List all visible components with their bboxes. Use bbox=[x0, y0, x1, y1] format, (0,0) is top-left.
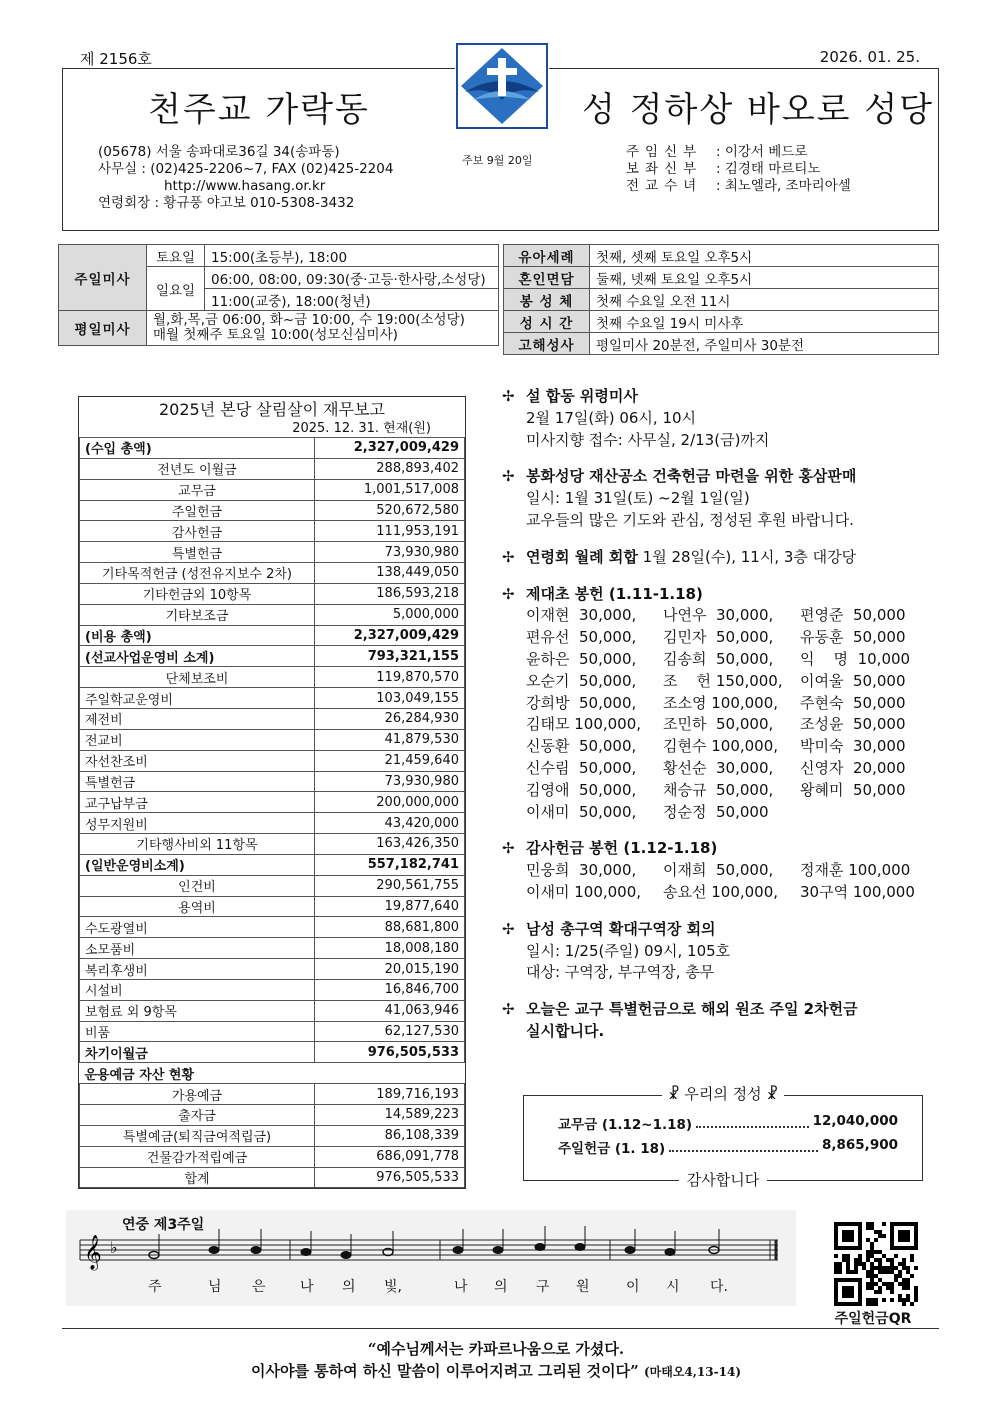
finance-row bbox=[80, 771, 465, 792]
notice-line: 교우들의 많은 기도와 관심, 정성된 후원 바랍니다. bbox=[526, 510, 854, 529]
donor-entry: 황선순 30,000, bbox=[663, 758, 774, 777]
finance-amount: 189,716,193 bbox=[315, 1084, 465, 1105]
cross-icon: ✢ bbox=[502, 584, 515, 603]
donor-entry: 왕혜미 50,000 bbox=[800, 780, 906, 799]
saturday-label: 토요일 bbox=[147, 245, 205, 267]
notice-title: 남성 총구역 확대구역장 회의 bbox=[526, 919, 716, 938]
sacrament-table bbox=[503, 244, 939, 355]
offering-thanks: 감사합니다 bbox=[679, 1171, 767, 1189]
finance-amount: 41,879,530 bbox=[315, 729, 465, 750]
candle-donor-list bbox=[502, 605, 922, 823]
notice-line: 일시: 1월 31일(토) ~2월 1일(일) bbox=[526, 489, 750, 508]
address-line: (05678) 서울 송파대로36길 34(송파동) bbox=[98, 144, 340, 160]
finance-row bbox=[80, 479, 465, 500]
finance-item: (비용 총액) bbox=[80, 625, 315, 646]
lyric-syllable: 나 bbox=[300, 1279, 314, 1295]
offering-value: 12,040,000 bbox=[812, 1113, 898, 1129]
donor-row bbox=[526, 693, 922, 715]
finance-row bbox=[80, 1167, 465, 1188]
music-notation-icon bbox=[66, 1210, 796, 1272]
lyric-syllable: 은 bbox=[252, 1279, 266, 1295]
notice-line: 대상: 구역장, 부구역장, 총무 bbox=[526, 963, 715, 982]
gospel-quote-line-2 bbox=[0, 1360, 992, 1381]
finance-item: 용역비 bbox=[80, 896, 315, 917]
finance-amount: 26,284,930 bbox=[315, 708, 465, 729]
finance-item: 출자금 bbox=[80, 1105, 315, 1126]
lyric-syllable: 이 bbox=[626, 1279, 640, 1295]
offering-row bbox=[558, 1113, 898, 1133]
finance-item: 시설비 bbox=[80, 979, 315, 1000]
finance-item: 단체보조비 bbox=[80, 667, 315, 688]
donor-row bbox=[526, 649, 922, 671]
sunday-mass-label: 주일미사 bbox=[59, 245, 147, 311]
finance-row bbox=[80, 604, 465, 625]
staff-name: : 최노엘라, 조마리아셀 bbox=[716, 178, 851, 194]
donor-entry: 김민자 50,000, bbox=[663, 628, 774, 647]
donor-row bbox=[526, 671, 922, 693]
qr-label: 주일헌금QR bbox=[834, 1311, 912, 1327]
donor-row bbox=[526, 882, 922, 904]
notice-line: 2월 17일(화) 06시, 10시 bbox=[526, 408, 697, 427]
finance-subtitle: 2025. 12. 31. 현재(원) bbox=[292, 421, 431, 436]
finance-row bbox=[80, 458, 465, 479]
finance-amount: 86,108,339 bbox=[315, 1125, 465, 1146]
website-link[interactable]: http://www.hasang.or.kr bbox=[164, 178, 326, 194]
finance-row bbox=[80, 625, 465, 646]
donor-entry: 조 헌 150,000, bbox=[663, 671, 783, 690]
finance-row bbox=[80, 854, 465, 875]
finance-row bbox=[80, 917, 465, 938]
finance-item: 교구납부금 bbox=[80, 792, 315, 813]
donor-entry: 이여울 50,000 bbox=[800, 671, 906, 690]
finance-item: 운용예금 자산 현황 bbox=[80, 1063, 315, 1084]
finance-item: 복리후생비 bbox=[80, 959, 315, 980]
lyric-syllable: 의 bbox=[342, 1279, 356, 1295]
finance-amount: 19,877,640 bbox=[315, 896, 465, 917]
lyric-syllable: 의 bbox=[494, 1279, 508, 1295]
finance-item: 보험료 외 9항목 bbox=[80, 1000, 315, 1021]
finance-item: 전년도 이월금 bbox=[80, 458, 315, 479]
weekday-times bbox=[147, 311, 499, 346]
staff-role: 주임신부 bbox=[626, 144, 703, 160]
donor-row bbox=[526, 860, 922, 882]
finance-amount: 103,049,155 bbox=[315, 688, 465, 709]
lyric-syllable: 나 bbox=[454, 1279, 468, 1295]
finance-amount: 1,001,517,008 bbox=[315, 479, 465, 500]
offering-row bbox=[558, 1137, 898, 1157]
finance-amount: 21,459,640 bbox=[315, 750, 465, 771]
notice-line: 일시: 1/25(주일) 09시, 105호 bbox=[526, 941, 731, 960]
finance-row bbox=[80, 1125, 465, 1146]
parish-logo-icon bbox=[455, 42, 549, 130]
donor-entry: 김영애 50,000, bbox=[526, 780, 637, 799]
office-phone: 사무실 : (02)425-2206~7, FAX (02)425-2204 bbox=[98, 161, 394, 177]
finance-row bbox=[80, 834, 465, 855]
donor-entry: 30구역 100,000 bbox=[800, 882, 915, 901]
sacrament-value: 첫째, 셋째 토요일 오후5시 bbox=[590, 245, 939, 267]
finance-item: 성무지원비 bbox=[80, 813, 315, 834]
issue-number: 제 2156호 bbox=[80, 50, 152, 68]
donor-entry: 김현수 100,000, bbox=[663, 737, 779, 756]
cross-icon: ✢ bbox=[502, 547, 515, 566]
finance-amount: 186,593,218 bbox=[315, 583, 465, 604]
finance-item: 특별헌금 bbox=[80, 771, 315, 792]
finance-item: 기타목적헌금 (성전유지보수 2차) bbox=[80, 563, 315, 584]
donor-entry: 이새미 50,000, bbox=[526, 802, 637, 821]
finance-table bbox=[79, 437, 465, 1188]
donor-entry: 조성윤 50,000 bbox=[800, 715, 906, 734]
finance-amount: 686,091,778 bbox=[315, 1146, 465, 1167]
staff-name: : 이강서 베드로 bbox=[716, 144, 808, 160]
finance-amount: 111,953,191 bbox=[315, 521, 465, 542]
notice-title: 감사헌금 봉헌 (1.12-1.18) bbox=[526, 839, 718, 858]
notice-item bbox=[502, 999, 922, 1043]
finance-amount: 2,327,009,429 bbox=[315, 438, 465, 459]
donor-row bbox=[526, 714, 922, 736]
finance-amount: 793,321,155 bbox=[315, 646, 465, 667]
staff-name: : 김경태 마르티노 bbox=[716, 161, 821, 177]
parish-name: 성 정하상 바오로 성당 bbox=[582, 90, 935, 130]
finance-item: 소모품비 bbox=[80, 938, 315, 959]
finance-row bbox=[80, 521, 465, 542]
finance-amount: 119,870,570 bbox=[315, 667, 465, 688]
notice-item bbox=[502, 547, 922, 569]
finance-item: 건물감가적립예금 bbox=[80, 1146, 315, 1167]
offering-label: 교무금 (1.12~1.18) bbox=[558, 1117, 693, 1133]
finance-item: 특별예금(퇴직금여적립금) bbox=[80, 1125, 315, 1146]
finance-row bbox=[80, 667, 465, 688]
donor-row bbox=[526, 780, 922, 802]
finance-amount: 557,182,741 bbox=[315, 854, 465, 875]
funeral-society-contact: 연령회장 : 황규풍 야고보 010-5308-3432 bbox=[98, 195, 355, 211]
donor-entry: 신수림 50,000, bbox=[526, 758, 637, 777]
finance-item: (일반운영비소계) bbox=[80, 854, 315, 875]
finance-row bbox=[80, 750, 465, 771]
weekday-times-1: 월,화,목,금 06:00, 화~금 10:00, 수 19:00(소성당) bbox=[153, 312, 465, 328]
notice-item bbox=[502, 386, 922, 451]
offering-title: ☧ 우리의 정성 ☧ bbox=[662, 1085, 784, 1103]
finance-item: 기타행사비외 11항목 bbox=[80, 834, 315, 855]
lyric-syllable: 빛, bbox=[384, 1279, 402, 1295]
sunday-times-1: 06:00, 08:00, 09:30(중·고등·한사랑,소성당) bbox=[205, 267, 499, 289]
notice-item bbox=[502, 919, 922, 984]
sacrament-label: 유아세례 bbox=[504, 245, 590, 267]
donor-entry: 나연우 30,000, bbox=[663, 606, 774, 625]
finance-row bbox=[80, 646, 465, 667]
sacrament-value: 첫째 수요일 오전 11시 bbox=[590, 289, 939, 311]
finance-amount: 43,420,000 bbox=[315, 813, 465, 834]
lyric-syllable: 님 bbox=[208, 1279, 222, 1295]
finance-item: 인건비 bbox=[80, 875, 315, 896]
staff-row bbox=[626, 144, 851, 161]
diocese-name: 천주교 가락동 bbox=[148, 90, 370, 130]
donor-entry: 편영준 50,000 bbox=[800, 606, 906, 625]
donor-row bbox=[526, 802, 922, 824]
donor-entry bbox=[800, 802, 940, 824]
finance-amount: 88,681,800 bbox=[315, 917, 465, 938]
sacrament-label: 혼인면담 bbox=[504, 267, 590, 289]
sacrament-value: 둘째, 넷째 토요일 오후5시 bbox=[590, 267, 939, 289]
donor-entry: 유동훈 50,000 bbox=[800, 628, 906, 647]
finance-row bbox=[80, 792, 465, 813]
donor-entry: 박미숙 30,000 bbox=[800, 737, 906, 756]
donor-entry: 민웅희 30,000, bbox=[526, 861, 637, 880]
lyric-syllable: 원 bbox=[576, 1279, 590, 1295]
sacrament-value: 평일미사 20분전, 주일미사 30분전 bbox=[590, 333, 939, 355]
finance-item: 합계 bbox=[80, 1167, 315, 1188]
donor-entry: 신동환 50,000, bbox=[526, 737, 637, 756]
finance-item: 주일학교운영비 bbox=[80, 688, 315, 709]
finance-amount: 520,672,580 bbox=[315, 500, 465, 521]
finance-item: 자선찬조비 bbox=[80, 750, 315, 771]
notices bbox=[502, 386, 922, 1058]
finance-row bbox=[80, 979, 465, 1000]
finance-item: 감사헌금 bbox=[80, 521, 315, 542]
music-title: 연중 제3주일 bbox=[122, 1217, 205, 1233]
donor-entry: 김태모 100,000, bbox=[526, 715, 642, 734]
finance-row bbox=[80, 1105, 465, 1126]
finance-row bbox=[80, 500, 465, 521]
finance-item: 수도광열비 bbox=[80, 917, 315, 938]
finance-item: 제전비 bbox=[80, 708, 315, 729]
finance-row bbox=[80, 708, 465, 729]
cross-icon: ✢ bbox=[502, 1000, 515, 1019]
finance-amount: 5,000,000 bbox=[315, 604, 465, 625]
donor-entry: 채승규 50,000, bbox=[663, 780, 774, 799]
finance-amount: 138,449,050 bbox=[315, 563, 465, 584]
donor-entry: 오순기 50,000, bbox=[526, 671, 637, 690]
notice-item bbox=[502, 466, 922, 531]
finance-row bbox=[80, 1000, 465, 1021]
notice-title: 제대초 봉헌 (1.11-1.18) bbox=[526, 584, 703, 603]
divider bbox=[62, 1328, 939, 1329]
lyric-syllable: 시 bbox=[666, 1279, 680, 1295]
donor-entry: 신영자 20,000 bbox=[800, 758, 906, 777]
mass-schedule-table bbox=[58, 244, 499, 346]
donor-row bbox=[526, 758, 922, 780]
finance-item: 비품 bbox=[80, 1021, 315, 1042]
bulletin-week: 주보 9월 20일 bbox=[462, 154, 533, 167]
finance-row bbox=[80, 1042, 465, 1063]
finance-row bbox=[80, 688, 465, 709]
finance-amount: 41,063,946 bbox=[315, 1000, 465, 1021]
thanks-donor-list bbox=[502, 860, 922, 904]
finance-item: 기타헌금외 10항목 bbox=[80, 583, 315, 604]
finance-row bbox=[80, 438, 465, 459]
donor-entry: 정재훈 100,000 bbox=[800, 861, 911, 880]
staff-list bbox=[626, 144, 851, 195]
finance-amount: 14,589,223 bbox=[315, 1105, 465, 1126]
offering-summary bbox=[523, 1085, 923, 1195]
issue-date: 2026. 01. 25. bbox=[819, 48, 920, 66]
cross-icon: ✢ bbox=[502, 387, 515, 405]
notice-title: 설 합동 위령미사 bbox=[526, 387, 638, 405]
donor-entry: 송요선 100,000, bbox=[663, 882, 779, 901]
finance-row bbox=[80, 896, 465, 917]
donor-entry: 윤하은 50,000, bbox=[526, 649, 637, 668]
address-block bbox=[98, 144, 393, 212]
staff-role: 보좌신부 bbox=[626, 161, 703, 177]
notice-detail: 1월 28일(수), 11시, 3층 대강당 bbox=[637, 547, 857, 566]
notice-item bbox=[502, 584, 922, 824]
gospel-reference: (마태오4,13-14) bbox=[643, 1365, 741, 1379]
finance-item: 가용예금 bbox=[80, 1084, 315, 1105]
finance-report bbox=[78, 396, 466, 1189]
offering-label: 주일헌금 (1. 18) bbox=[558, 1141, 666, 1157]
donor-entry: 김송희 50,000, bbox=[663, 649, 774, 668]
finance-amount: 73,930,980 bbox=[315, 542, 465, 563]
notice-title: 봉화성당 재산공소 건축헌금 마련을 위한 홍삼판매 bbox=[526, 467, 857, 486]
finance-row bbox=[80, 938, 465, 959]
staff-row bbox=[626, 161, 851, 178]
sacrament-label: 봉 성 체 bbox=[504, 289, 590, 311]
finance-amount: 200,000,000 bbox=[315, 792, 465, 813]
donor-entry: 이재현 30,000, bbox=[526, 606, 637, 625]
weekday-mass-label: 평일미사 bbox=[59, 311, 147, 346]
music-staff bbox=[66, 1210, 796, 1306]
svg-text:𝄞: 𝄞 bbox=[84, 1235, 102, 1270]
lyric-syllable: 다. bbox=[710, 1279, 728, 1295]
donor-entry: 조소영 100,000, bbox=[663, 693, 779, 712]
cross-icon: ✢ bbox=[502, 919, 515, 938]
saturday-times: 15:00(초등부), 18:00 bbox=[205, 245, 499, 267]
finance-amount: 288,893,402 bbox=[315, 458, 465, 479]
cross-icon: ✢ bbox=[502, 467, 515, 486]
donor-entry: 조민하 50,000, bbox=[663, 715, 774, 734]
finance-row bbox=[80, 959, 465, 980]
gospel-quote-text: 이사야를 통하여 하신 말씀이 이루어지려고 그리된 것이다” bbox=[250, 1362, 639, 1380]
finance-row bbox=[80, 1084, 465, 1105]
weekday-times-2: 매월 첫째주 토요일 10:00(성모신심미사) bbox=[153, 327, 398, 343]
finance-item: (수입 총액) bbox=[80, 438, 315, 459]
donor-entry: 강희방 50,000, bbox=[526, 693, 637, 712]
notice-title: 연령회 월례 회합 bbox=[526, 547, 638, 566]
donor-entry: 편유선 50,000, bbox=[526, 628, 637, 647]
finance-row bbox=[80, 729, 465, 750]
sacrament-label: 성 시 간 bbox=[504, 311, 590, 333]
finance-row bbox=[80, 813, 465, 834]
finance-item: 전교비 bbox=[80, 729, 315, 750]
finance-row bbox=[80, 1146, 465, 1167]
offering-value: 8,865,900 bbox=[821, 1137, 898, 1153]
donor-row bbox=[526, 627, 922, 649]
finance-amount: 20,015,190 bbox=[315, 959, 465, 980]
donor-row bbox=[526, 736, 922, 758]
finance-row bbox=[80, 875, 465, 896]
finance-amount: 62,127,530 bbox=[315, 1021, 465, 1042]
svg-text:♭: ♭ bbox=[110, 1238, 118, 1257]
finance-amount: 976,505,533 bbox=[315, 1167, 465, 1188]
qr-code-icon[interactable] bbox=[834, 1222, 918, 1306]
finance-row bbox=[80, 542, 465, 563]
donor-entry: 이재희 50,000, bbox=[663, 861, 774, 880]
notice-title: 오늘은 교구 특별헌금으로 해외 원조 주일 2차헌금 bbox=[526, 1000, 858, 1019]
finance-row bbox=[80, 563, 465, 584]
finance-title: 2025년 본당 살림살이 재무보고 bbox=[159, 400, 385, 419]
sacrament-label: 고해성사 bbox=[504, 333, 590, 355]
finance-item: 교무금 bbox=[80, 479, 315, 500]
finance-amount: 73,930,980 bbox=[315, 771, 465, 792]
staff-role: 전교수녀 bbox=[626, 178, 703, 194]
donor-entry: 주현숙 50,000 bbox=[800, 693, 906, 712]
finance-item: 특별헌금 bbox=[80, 542, 315, 563]
gospel-quote-line-1: “예수님께서는 카파르나움으로 가셨다. bbox=[367, 1340, 625, 1358]
finance-amount: 16,846,700 bbox=[315, 979, 465, 1000]
lyric-syllable: 주 bbox=[148, 1279, 162, 1295]
donor-entry: 정순정 50,000 bbox=[663, 802, 769, 821]
finance-item: 주일헌금 bbox=[80, 500, 315, 521]
cross-icon: ✢ bbox=[502, 839, 515, 858]
finance-amount: 2,327,009,429 bbox=[315, 625, 465, 646]
finance-row bbox=[80, 583, 465, 604]
sunday-label: 일요일 bbox=[147, 267, 205, 311]
notice-line: 미사지향 접수: 사무실, 2/13(금)까지 bbox=[526, 430, 770, 449]
notice-line: 실시합니다. bbox=[526, 1021, 605, 1040]
finance-amount: 18,008,180 bbox=[315, 938, 465, 959]
donor-row bbox=[526, 605, 922, 627]
finance-amount bbox=[315, 1063, 465, 1084]
notice-item bbox=[502, 838, 922, 903]
finance-item: (선교사업운영비 소계) bbox=[80, 646, 315, 667]
finance-amount: 163,426,350 bbox=[315, 834, 465, 855]
finance-amount: 976,505,533 bbox=[315, 1042, 465, 1063]
lyric-syllable: 구 bbox=[536, 1279, 550, 1295]
donor-entry: 익 명 10,000 bbox=[800, 649, 911, 668]
donor-entry: 이새미 100,000, bbox=[526, 882, 642, 901]
finance-item: 기타보조금 bbox=[80, 604, 315, 625]
finance-item: 차기이월금 bbox=[80, 1042, 315, 1063]
sunday-times-2: 11:00(교중), 18:00(청년) bbox=[205, 289, 499, 311]
finance-row bbox=[80, 1021, 465, 1042]
finance-amount: 290,561,755 bbox=[315, 875, 465, 896]
finance-row bbox=[80, 1063, 465, 1084]
staff-row bbox=[626, 178, 851, 195]
sacrament-value: 첫째 수요일 19시 미사후 bbox=[590, 311, 939, 333]
